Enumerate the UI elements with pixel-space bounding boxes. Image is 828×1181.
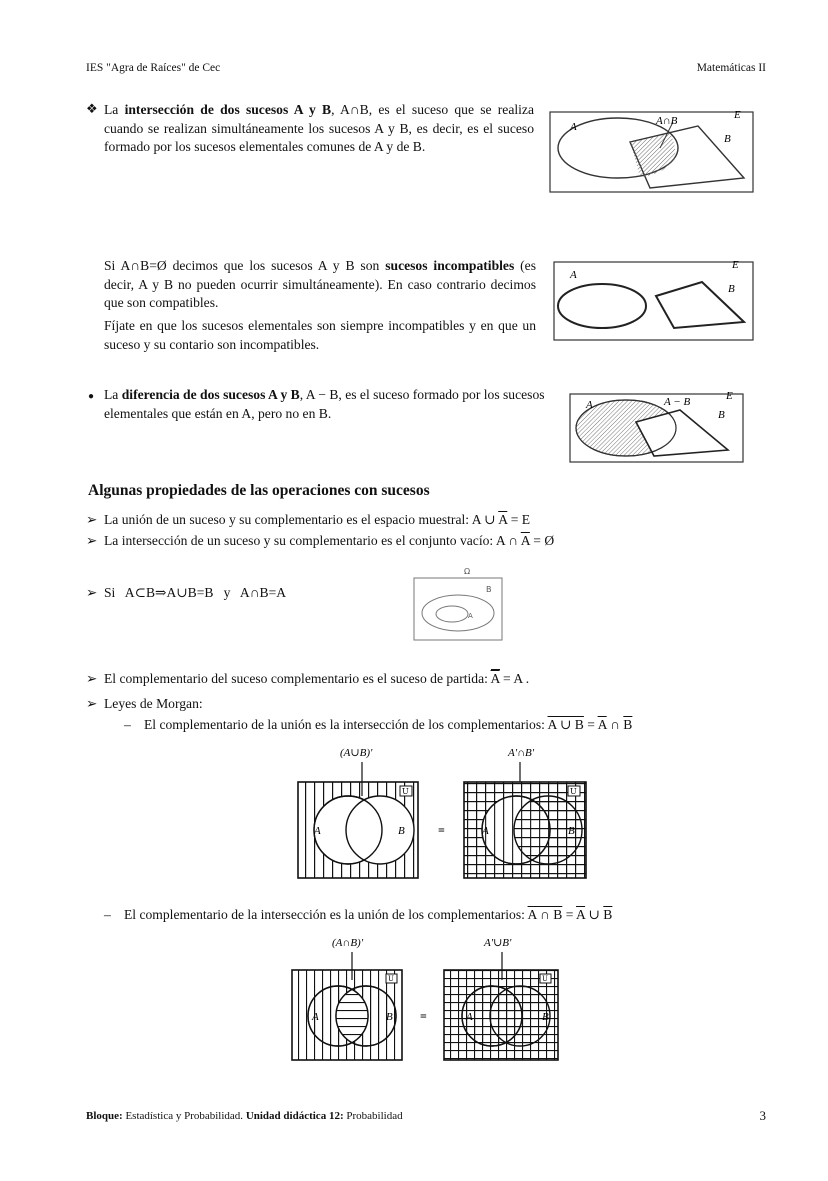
section-title: Algunas propiedades de las operaciones con sucesos xyxy=(88,482,430,499)
incompatibles-pre: Si A∩B=Ø decimos que los sucesos A y B son xyxy=(104,258,386,273)
fig2-left-u: U xyxy=(388,975,394,983)
label-a: A xyxy=(586,399,593,411)
round-bullet-icon: ● xyxy=(88,391,95,402)
header-left: IES "Agra de Raíces" de Cec xyxy=(86,62,221,74)
label-b: B xyxy=(724,133,731,145)
header-right: Matemáticas II xyxy=(696,62,766,74)
dash-icon: – xyxy=(104,907,111,922)
incompatibles-note: Fíjate en que los sucesos elementales son siempre incompatibles y en que un suceso y su contario son incompatibles. xyxy=(104,318,536,352)
a-ellipse xyxy=(558,284,646,328)
fig2-left-b: B xyxy=(386,1011,393,1023)
item2-f2: $\overline{A}$ xyxy=(520,533,530,548)
fig1-right-panel xyxy=(464,782,586,878)
incompatibles-paragraph xyxy=(104,257,536,313)
fig2-right-b: B xyxy=(542,1011,549,1023)
interseccion-rest: , es el suceso que se realiza cuando se realizan simultáneamente los sucesos A y B, es decir, es el suceso formado por los sucesos elementales comunes de A y de B. xyxy=(104,102,534,154)
morgan1-f5: $\overline{B}$ xyxy=(623,717,633,732)
diferencia-pre: La xyxy=(104,387,122,402)
diamond-bullet-icon: ❖ xyxy=(86,101,98,116)
fig1-right-a: A xyxy=(482,825,489,837)
item2-f1: A ∩ xyxy=(495,533,521,548)
diferencia-paragraph xyxy=(104,386,560,423)
label-b: B xyxy=(728,283,735,295)
fig1-left-a: A xyxy=(314,825,321,837)
item1-f1: A ∪ xyxy=(471,512,499,527)
fig2-left-a: A xyxy=(312,1011,319,1023)
morgan2-text: El complementario de la intersección es la unión de los complementarios: xyxy=(124,907,528,922)
footer-unidad: Probabilidad xyxy=(343,1110,403,1122)
fig2-right-label: A'∪B' xyxy=(484,937,512,949)
morgan1-f4: ∩ xyxy=(606,717,624,732)
morgan2-f3: $\overline{A}$ xyxy=(576,907,586,922)
item2-text: La intersección de un suceso y su complementario es el conjunto vacío: xyxy=(104,533,496,548)
footer-bloque: Estadística y Probabilidad. xyxy=(122,1110,246,1122)
fig1-equals: = xyxy=(438,823,445,837)
subset-diagram xyxy=(412,566,504,642)
arrow-bullet-icon: ➢ xyxy=(86,533,98,548)
morgan-2 xyxy=(124,906,612,925)
item4-f2: = A . xyxy=(499,671,530,686)
item1-f2: $\overline{A}$ xyxy=(498,512,508,527)
fig2-left-label: (A∩B)' xyxy=(332,937,364,949)
morgan2-f4: ∪ xyxy=(585,907,604,922)
fig2-equals: = xyxy=(420,1009,427,1023)
morgan-figure-2 xyxy=(290,930,562,1062)
label-b: B xyxy=(718,409,725,421)
label-b: B xyxy=(486,585,492,594)
incompatibles-venn-diagram xyxy=(552,256,756,342)
page-number: 3 xyxy=(759,1108,766,1123)
label-e: E xyxy=(734,109,741,121)
morgan2-f2: = xyxy=(562,907,577,922)
morgan2-f5: $\overline{B}$ xyxy=(603,907,613,922)
morgan-figure-1 xyxy=(296,738,592,884)
label-a: A xyxy=(570,269,577,281)
prop-item-4 xyxy=(104,670,529,689)
arrow-bullet-icon: ➢ xyxy=(86,512,98,527)
dash-icon: – xyxy=(124,717,131,732)
item2-f3: = Ø xyxy=(529,533,555,548)
prop-item-5: Leyes de Morgan: xyxy=(104,696,203,711)
morgan1-f2: = xyxy=(583,717,598,732)
fig1-right-b: B xyxy=(568,825,575,837)
fig1-left-b: B xyxy=(398,825,405,837)
footer xyxy=(86,1110,403,1122)
fig2-left-panel xyxy=(292,970,402,1060)
footer-unidad-label: Unidad didáctica 12: xyxy=(245,1110,344,1122)
item1-f3: = E xyxy=(507,512,531,527)
item1-text: La unión de un suceso y su complementario es el espacio muestral: xyxy=(104,512,472,527)
fig2-right-panel xyxy=(444,970,558,1060)
prop-item-3: Si A⊂B⇒A∪B=B y A∩B=A xyxy=(104,585,287,600)
fig2-right-a: A xyxy=(466,1011,473,1023)
footer-bloque-label: Bloque: xyxy=(86,1110,123,1122)
interseccion-term: intersección de dos sucesos A y B xyxy=(124,102,332,117)
label-a: A xyxy=(468,612,473,620)
item4-text: El complementario del suceso complementario es el suceso de partida: xyxy=(104,671,491,686)
fig1-right-u: U xyxy=(570,787,577,796)
arrow-bullet-icon: ➢ xyxy=(86,696,98,711)
label-ab: A∩B xyxy=(656,115,678,127)
prop-item-1 xyxy=(104,511,530,530)
arrow-bullet-icon: ➢ xyxy=(86,585,98,600)
diferencia-venn-diagram xyxy=(568,388,746,464)
arrow-bullet-icon: ➢ xyxy=(86,671,98,686)
fig1-left-u: U xyxy=(402,787,409,796)
morgan-1 xyxy=(144,716,632,735)
diferencia-term: diferencia de dos sucesos A y B xyxy=(121,387,300,402)
prop-item-2 xyxy=(104,532,554,551)
item4-f1: $\overline{A}$ xyxy=(490,671,500,686)
label-a: A xyxy=(570,121,577,133)
label-amb: A − B xyxy=(664,396,691,408)
fig2-right-u: U xyxy=(542,975,548,983)
morgan2-f1: A ∩ B xyxy=(527,907,563,922)
fig1-left-label: (A∪B)' xyxy=(340,747,373,759)
label-e: E xyxy=(732,259,739,271)
interseccion-expr: , A∩B xyxy=(331,102,369,117)
label-e: E xyxy=(726,390,733,402)
fig1-left-panel xyxy=(298,782,418,878)
interseccion-pre: La xyxy=(104,102,125,117)
b-ellipse xyxy=(422,595,494,631)
a-ellipse xyxy=(436,606,468,622)
incompatibles-term: sucesos incompatibles xyxy=(385,258,515,273)
diferencia-rest: , es el suceso formado por los sucesos elementales que están en A, pero no en B. xyxy=(104,387,545,421)
diferencia-expr: , A − B xyxy=(299,387,339,402)
morgan1-f3: $\overline{A}$ xyxy=(597,717,607,732)
interseccion-paragraph xyxy=(104,101,534,157)
incompatibles-rest: (es decir, A y B no pueden ocurrir simultáneamente). En caso contrario decimos que son compatibles. xyxy=(104,258,536,310)
interseccion-venn-diagram xyxy=(548,106,756,194)
morgan1-text: El complementario de la unión es la intersección de los complementarios: xyxy=(144,717,548,732)
fig1-right-label: A'∩B' xyxy=(508,747,535,759)
intersection-region xyxy=(630,133,675,177)
label-omega: Ω xyxy=(464,567,471,576)
morgan1-f1: A ∪ B xyxy=(547,717,584,732)
